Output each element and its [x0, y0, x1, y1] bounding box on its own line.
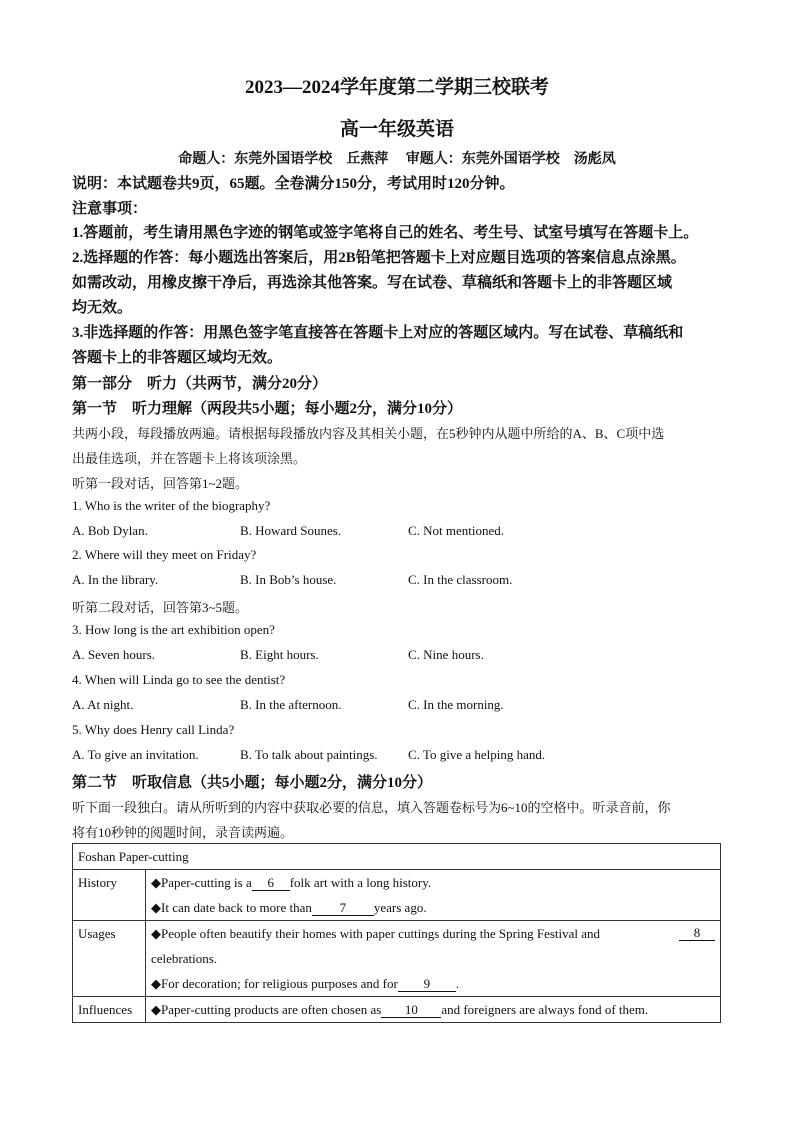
question-2-option-a: A. In the library. [72, 572, 159, 587]
question-5: 5. Why does Henry call Linda? [72, 722, 235, 737]
note-1: 1.答题前，考生请用黑色字迹的钢笔或签字笔将自己的姓名、考生号、试室号填写在答题卡上。 [72, 225, 699, 241]
question-2-option-c: C. In the classroom. [408, 572, 513, 587]
history-line-2-end: years ago. [373, 900, 427, 915]
question-3: 3. How long is the art exhibition open? [72, 622, 275, 637]
usages-line-1 [151, 921, 715, 946]
table-row [73, 870, 721, 921]
blank-6: 6 [252, 876, 290, 891]
blank-7: 7 [312, 901, 374, 916]
usages-line-1-text: ◆People often beautify their homes with paper cuttings during the Spring Festival and [151, 926, 601, 941]
note-2-line-3: 均无效。 [72, 300, 133, 316]
influences-cell [146, 997, 721, 1023]
note-3-line-2: 答题卡上的非答题区域均无效。 [72, 350, 283, 366]
exam-authors: 命题人：东莞外国语学校 丘燕萍 审题人：东莞外国语学校 汤彪凤 [178, 152, 616, 167]
notes-title: 注意事项： [72, 201, 148, 217]
usages-line-2 [151, 971, 715, 996]
table-row [73, 997, 721, 1023]
question-3-option-b: B. Eight hours. [240, 647, 319, 662]
dialog-1-intro: 听第一段对话，回答第1~2题。 [72, 476, 249, 491]
question-4-option-b: B. In the afternoon. [240, 697, 342, 712]
question-1: 1. Who is the writer of the biography? [72, 498, 271, 513]
question-4-option-a: A. At night. [72, 697, 134, 712]
question-3-option-a: A. Seven hours. [72, 647, 156, 662]
usages-line-1-continued: celebrations. [151, 951, 218, 966]
question-3-option-c: C. Nine hours. [408, 647, 484, 662]
question-1-option-a: A. Bob Dylan. [72, 523, 148, 538]
table-row [73, 844, 721, 870]
section-2-instruction-line-1: 听下面一段独白。请从所听到的内容中获取必要的信息，填入答题卷标号为6~10的空格中。听录音前，你 [72, 800, 671, 815]
exam-description: 说明：本试题卷共9页，65题。全卷满分150分，考试用时120分钟。 [72, 176, 515, 192]
blank-10: 10 [381, 1003, 441, 1018]
section-1-instruction-line-2: 出最佳选项，并在答题卡上将该项涂黑。 [72, 451, 307, 466]
influences-label: Influences [73, 997, 146, 1023]
section-1-instruction-line-1: 共两小段，每段播放两遍。请根据每段播放内容及其相关小题，在5秒钟内从题中所给的A、B、C项中选 [72, 426, 665, 441]
info-table [72, 843, 721, 1023]
note-3-line-1: 3.非选择题的作答：用黑色签字笔直接答在答题卡上对应的答题区域内。写在试卷、草稿纸和 [72, 325, 684, 341]
exam-title: 2023—2024学年度第二学期三校联考 [244, 77, 549, 98]
blank-9: 9 [398, 977, 456, 992]
influences-line-1-text: ◆Paper-cutting products are often chosen as [151, 1002, 382, 1017]
usages-line-2-text: ◆For decoration; for religious purposes and for [151, 976, 398, 991]
exam-subtitle: 高一年级英语 [339, 119, 454, 140]
section-1-title: 第一节 听力理解（两段共5小题；每小题2分，满分10分） [72, 401, 463, 417]
question-4: 4. When will Linda go to see the dentist? [72, 672, 286, 687]
question-4-option-c: C. In the morning. [408, 697, 504, 712]
influences-line-1 [151, 997, 715, 1022]
history-cell [146, 870, 721, 921]
table-heading: Foshan Paper-cutting [73, 844, 721, 870]
question-5-option-b: B. To talk about paintings. [240, 747, 378, 762]
section-2-instruction-line-2: 将有10秒钟的阅题时间，录音读两遍。 [72, 825, 294, 840]
question-2: 2. Where will they meet on Friday? [72, 547, 257, 562]
usages-label: Usages [73, 921, 146, 997]
question-5-option-a: A. To give an invitation. [72, 747, 199, 762]
influences-line-1-end: and foreigners are always fond of them. [441, 1002, 649, 1017]
history-line-2-text: ◆It can date back to more than [151, 900, 312, 915]
question-5-option-c: C. To give a helping hand. [408, 747, 546, 762]
usages-cell [146, 921, 721, 997]
dialog-2-intro: 听第二段对话，回答第3~5题。 [72, 600, 249, 615]
history-label: History [73, 870, 146, 921]
note-2-line-1: 2.选择题的作答：每小题选出答案后，用2B铅笔把答题卡上对应题目选项的答案信息点涂黑。 [72, 250, 686, 266]
part-1-title: 第一部分 听力（共两节，满分20分） [72, 376, 328, 392]
history-line-1-text: ◆Paper-cutting is a [151, 875, 252, 890]
section-2-title: 第二节 听取信息（共5小题；每小题2分，满分10分） [72, 775, 433, 791]
question-1-option-c: C. Not mentioned. [408, 523, 505, 538]
table-row [73, 921, 721, 997]
usages-line-2-end: . [455, 976, 460, 991]
question-2-option-b: B. In Bob’s house. [240, 572, 337, 587]
history-line-1-end: folk art with a long history. [289, 875, 432, 890]
history-line-2 [151, 895, 715, 920]
note-2-line-2: 如需改动，用橡皮擦干净后，再选涂其他答案。写在试卷、草稿纸和答题卡上的非答题区域 [72, 275, 673, 291]
history-line-1 [151, 870, 715, 895]
blank-8: 8 [679, 926, 715, 941]
question-1-option-b: B. Howard Sounes. [240, 523, 342, 538]
